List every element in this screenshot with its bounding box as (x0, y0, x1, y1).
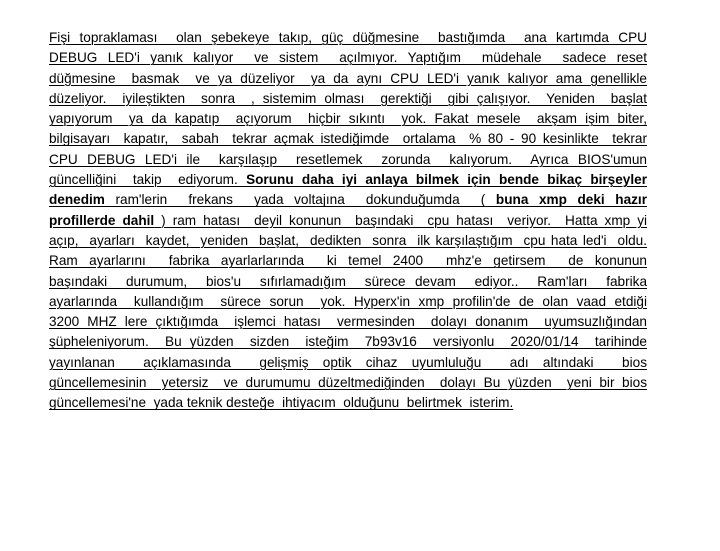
text-line (49, 28, 647, 48)
text-segment: güncellemesi'ne yada teknik desteğe ihtiyacım olduğunu belirtmek isterim. (49, 395, 514, 411)
text-line (49, 190, 647, 210)
text-segment: güncelliğini takip ediyorum. (49, 172, 247, 188)
bold-text-segment: profillerde dahil (49, 212, 155, 228)
text-segment: ) ram hatası deyil konunun başındaki cpu hatası veriyor. Hatta xmp yi (154, 212, 648, 228)
document-body (49, 28, 647, 414)
text-line (49, 251, 647, 271)
bold-text-segment: Sorunu daha iyi anlaya bilmek için bende bikaç birşeyler (246, 172, 647, 188)
text-segment: düğmesine basmak ve ya düzeliyor ya da aynı CPU LED'i yanık kalıyor ama genellikle (49, 70, 647, 86)
text-segment: 3200 MHZ lere çıktığımda işlemci hatası vermesinden dolayı donanım uyumsuzlığından (49, 314, 647, 330)
text-line (49, 129, 647, 149)
text-line (49, 292, 647, 312)
text-segment: düzeliyor. iyileştikten sonra , sistemim olması gerektiği gibi çalışıyor. Yeniden başlat (49, 90, 647, 106)
text-line (49, 150, 647, 170)
text-line (49, 231, 647, 251)
text-line (49, 312, 647, 332)
text-segment: DEBUG LED'i yanık kalıyor ve sistem açılmıyor. Yaptığım müdehale sadece reset (49, 50, 647, 66)
text-line (49, 393, 647, 413)
text-segment: açıp, ayarları kaydet, yeniden başlat, dedikten sonra ilk karşılaştığım cpu hata led'i oldu. (49, 232, 647, 248)
text-segment: şüpheleniyorum. Bu yüzden sizden isteğim 7b93v16 versiyonlu 2020/01/14 tarihinde (49, 334, 647, 350)
text-line (49, 332, 647, 352)
text-segment: yayınlanan açıklamasında gelişmiş optik cihaz uyumluluğu adı altındaki bios (49, 354, 647, 370)
text-segment: güncellemesinin yetersiz ve durumumu düzeltmediğinden dolayı Bu yüzden yeni bir bios (49, 375, 647, 391)
text-segment: Fişi topraklaması olan şebekeye takıp, güç düğmesine bastığımda ana kartımda CPU (49, 30, 647, 45)
text-line (49, 373, 647, 393)
text-line (49, 211, 647, 231)
text-line (49, 48, 647, 68)
bold-text-segment: denedim (49, 192, 105, 208)
text-line (49, 170, 647, 190)
bold-text-segment: buna xmp deki hazır (495, 192, 647, 208)
text-segment: başındaki durumum, bios'u sıfırlamadığım sürece devam ediyor.. Ram'ları fabrika (49, 273, 647, 289)
text-line (49, 69, 647, 89)
text-segment: Ram ayarlarını fabrika ayarlarlarında ki temel 2400 mhz'e getirsem de konunun (49, 253, 647, 269)
text-segment: CPU DEBUG LED'i ile karşılaşıp resetlemek zorunda kalıyorum. Ayrıca BIOS'umun (49, 151, 647, 167)
text-line (49, 272, 647, 292)
text-segment: ayarlarında kullandığım sürece sorun yok. Hyperx'in xmp profilin'de de olan vaad etdiği (49, 293, 647, 309)
text-line (49, 353, 647, 373)
text-line (49, 89, 647, 109)
text-segment: yapıyorum ya da kapatıp açıyorum hiçbir sıkıntı yok. Fakat mesele akşam işim biter, (49, 111, 647, 127)
text-segment: ram'lerin frekans yada voltajına dokunduğumda ( (104, 192, 496, 208)
text-segment: bilgisayarı kapatır, sabah tekrar açmak istediğimde ortalama % 80 - 90 kesinlikte tekrar (49, 131, 647, 147)
text-line (49, 109, 647, 129)
